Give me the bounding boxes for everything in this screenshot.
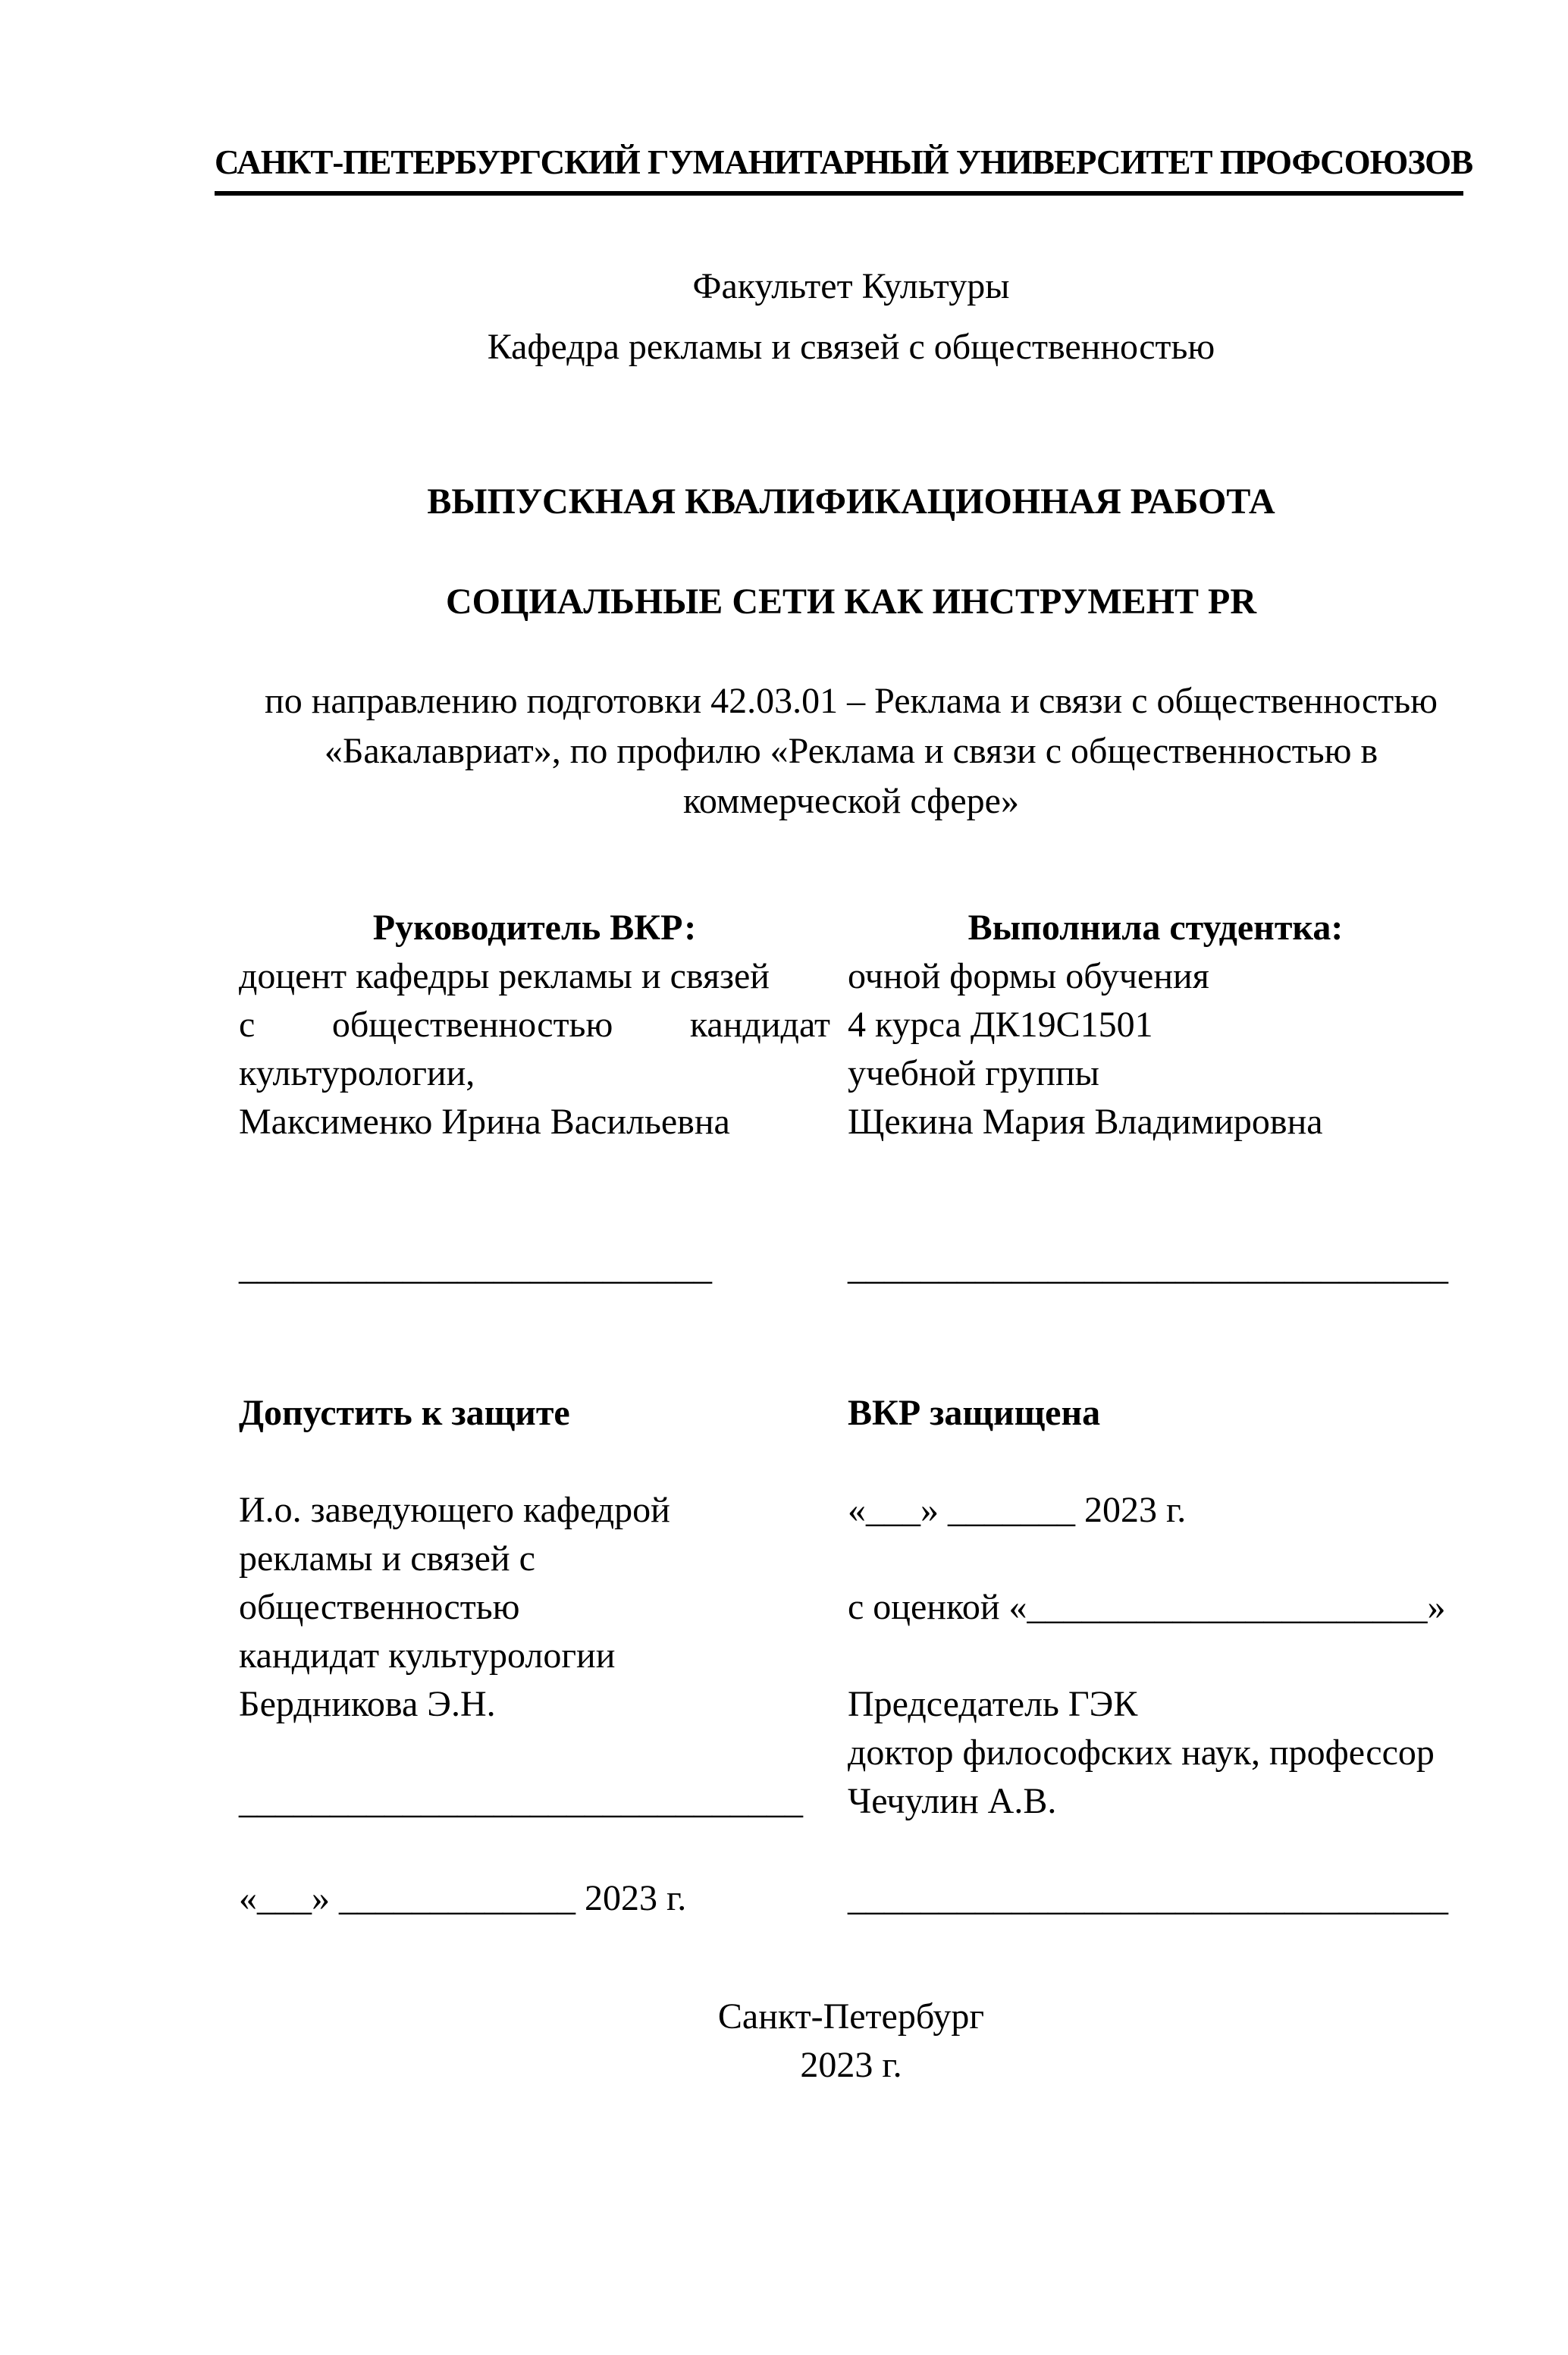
admission-signature-line: _______________________________	[239, 1781, 803, 1821]
student-detail-line: учебной группы	[848, 1053, 1099, 1093]
defense-signature-line: _________________________________	[848, 1878, 1448, 1918]
spacer-row	[848, 1632, 1463, 1680]
admission-detail-line: кандидат культурологии	[239, 1635, 616, 1676]
document-page	[0, 138, 1568, 2355]
student-detail-line: 4 курса ДК19С1501	[848, 1005, 1153, 1045]
supervisor-column	[239, 904, 830, 1292]
defense-chair-line: Чечулин А.В.	[848, 1781, 1057, 1821]
supervisor-detail-line: культурологии,	[239, 1053, 475, 1093]
university-name: САНКТ-ПЕТЕРБУРГСКИЙ ГУМАНИТАРНЫЙ УНИВЕРСИТЕТ ПРОФСОЮЗОВ	[215, 138, 1463, 196]
defense-date-line: «___» _______ 2023 г.	[848, 1490, 1187, 1530]
spacer-row	[239, 1146, 830, 1195]
defense-chair-line: доктор философских наук, профессор	[848, 1733, 1435, 1773]
faculty-name: Факультет Культуры	[692, 266, 1010, 306]
admission-heading: Допустить к защите	[239, 1393, 570, 1433]
supervisor-detail-line: доцент кафедры рекламы и связей	[239, 956, 770, 996]
credits-section	[239, 904, 1463, 1292]
spacer-row	[848, 1535, 1463, 1583]
admission-date-line: «___» _____________ 2023 г.	[239, 1878, 687, 1918]
program-line: «Бакалавриат», по профилю «Реклама и связи с общественностью в	[324, 731, 1378, 771]
footer	[239, 1993, 1463, 2090]
spacer-row	[239, 1438, 830, 1486]
program-description	[239, 676, 1463, 826]
department-name: Кафедра рекламы и связей с общественностью	[487, 327, 1215, 367]
supervisor-heading: Руководитель ВКР:	[372, 908, 697, 948]
spacer-row	[239, 1195, 830, 1243]
defense-chair-line: Председатель ГЭК	[848, 1684, 1138, 1724]
admission-detail-line: Бердникова Э.Н.	[239, 1684, 496, 1724]
thesis-title: СОЦИАЛЬНЫЕ СЕТИ КАК ИНСТРУМЕНТ PR	[446, 582, 1256, 622]
defense-column	[848, 1389, 1463, 1923]
spacer-row	[239, 1826, 830, 1874]
spacer-row	[848, 1146, 1463, 1195]
admission-detail-line: И.о. заведующего кафедрой	[239, 1490, 670, 1530]
spacer-row	[239, 1729, 830, 1777]
supervisor-detail-line: с общественностью кандидат	[239, 1005, 830, 1045]
program-line: по направлению подготовки 42.03.01 – Реклама и связи с общественностью	[265, 681, 1438, 721]
supervisor-signature-line: __________________________	[239, 1247, 712, 1287]
spacer-row	[848, 1195, 1463, 1243]
admission-column	[239, 1389, 830, 1923]
student-detail-line: очной формы обучения	[848, 956, 1209, 996]
footer-year: 2023 г.	[800, 2045, 902, 2085]
work-type-heading: ВЫПУСКНАЯ КВАЛИФИКАЦИОННАЯ РАБОТА	[427, 481, 1275, 522]
student-detail-line: Щекина Мария Владимировна	[848, 1102, 1323, 1142]
program-line: коммерческой сфере»	[683, 781, 1019, 821]
student-signature-line: _________________________________	[848, 1247, 1448, 1287]
footer-city: Санкт-Петербург	[717, 1996, 985, 2037]
approval-section	[239, 1389, 1463, 1923]
supervisor-detail-line: Максименко Ирина Васильевна	[239, 1102, 730, 1142]
admission-detail-line: рекламы и связей с	[239, 1538, 535, 1579]
student-column	[848, 904, 1463, 1292]
defense-grade-line: с оценкой «______________________»	[848, 1587, 1446, 1627]
spacer-row	[848, 1826, 1463, 1874]
student-heading: Выполнила студентка:	[967, 908, 1344, 948]
spacer-row	[848, 1438, 1463, 1486]
admission-detail-line: общественностью	[239, 1587, 520, 1627]
defense-heading: ВКР защищена	[848, 1393, 1101, 1433]
